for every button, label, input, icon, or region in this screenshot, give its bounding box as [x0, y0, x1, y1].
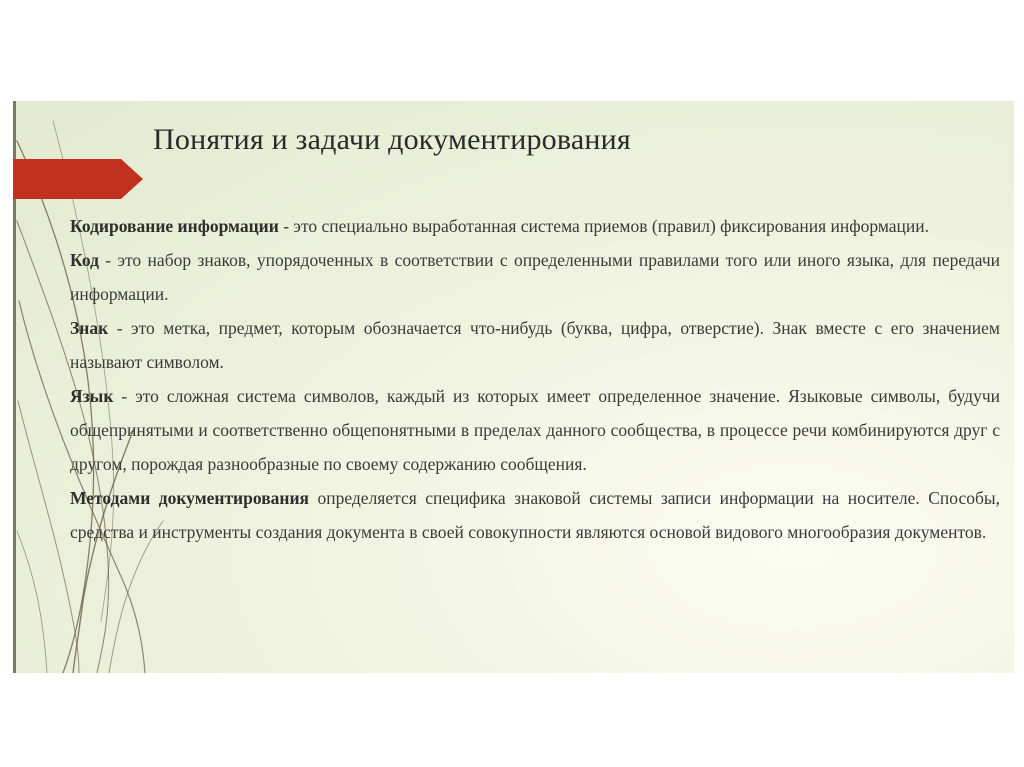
- red-arrow-banner-icon: [13, 159, 143, 199]
- term-methods: Методами документирования: [70, 488, 310, 508]
- definition-coding: [70, 209, 1000, 243]
- definition-code: [70, 243, 1000, 311]
- presentation-slide: [13, 101, 1014, 673]
- term-sign: Знак: [70, 318, 109, 338]
- term-coding: Кодирование информации: [70, 216, 279, 236]
- definition-language: [70, 379, 1000, 481]
- definition-text: - это набор знаков, упорядоченных в соответствии с определенными правилами того или иного языка, для передачи информации.: [70, 250, 1000, 304]
- definition-text: - это метка, предмет, которым обозначается что-нибудь (буква, цифра, отверстие). Знак вместе с его значением называют символом.: [70, 318, 1000, 372]
- definition-text: - это специально выработанная система приемов (правил) фиксирования информации.: [278, 216, 930, 236]
- slide-body: [70, 209, 1000, 549]
- slide-title: Понятия и задачи документирования: [153, 123, 631, 156]
- definition-text: - это сложная система символов, каждый из которых имеет определенное значение. Языковые символы, будучи общепринятыми и соответственно общепонятными в пределах данного сообщества, в процессе речи комбинируются друг с другом, порождая разнообразные по своему содержанию сообщения.: [70, 386, 1000, 474]
- definition-text: определяется специфика знаковой системы записи информации на носителе. Способы, средства и инструменты создания документа в своей совокупности являются основой видового многообразия документов.: [70, 488, 1000, 542]
- definition-methods: [70, 481, 1000, 549]
- term-code: Код: [70, 250, 99, 270]
- definition-sign: [70, 311, 1000, 379]
- term-language: Язык: [70, 386, 114, 406]
